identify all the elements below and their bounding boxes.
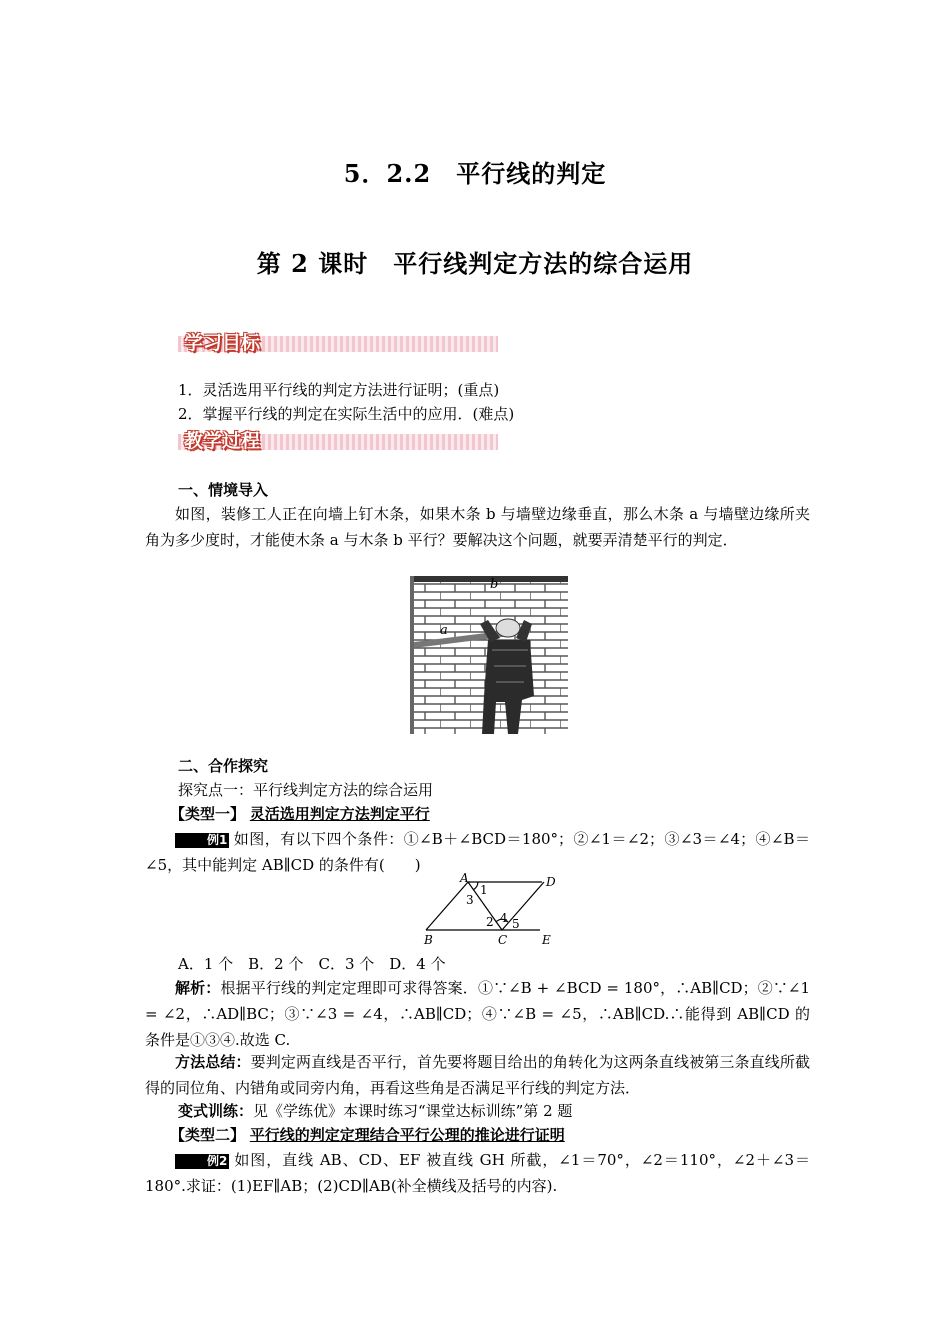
goals-banner-label: 学习目标 <box>184 332 261 354</box>
lesson-title: 第 2 课时 平行线判定方法的综合运用 <box>256 249 694 278</box>
process-banner-label: 教学过程 <box>184 430 261 452</box>
label-C: C <box>498 933 508 947</box>
goal-item: 2．掌握平行线的判定在实际生活中的应用．(难点) <box>178 405 515 423</box>
type2-bracket: 【类型二】 <box>170 1126 246 1144</box>
label-A: A <box>460 872 469 885</box>
example1-badge: 例1 <box>175 833 229 848</box>
part1-heading: 一、情境导入 <box>178 481 269 499</box>
variant-training <box>178 1099 843 1123</box>
example2-badge: 例2 <box>175 1154 229 1169</box>
angle-3: 3 <box>466 893 474 907</box>
example2-text: 如图，直线 AB、CD、EF 被直线 GH 所截，∠1＝70°，∠2＝110°，∠2＋∠3＝180°.求证：(1)EF∥AB；(2)CD∥AB(补全横线及括号的内容). <box>145 1151 810 1195</box>
angle-2: 2 <box>486 915 494 929</box>
type1-bracket: 【类型一】 <box>170 805 246 823</box>
summary <box>145 1049 810 1101</box>
label-D: D <box>546 875 556 889</box>
example2 <box>145 1147 810 1199</box>
geometry-figure <box>420 872 560 948</box>
example1-text: 如图，有以下四个条件：①∠B＋∠BCD＝180°；②∠1＝∠2；③∠3＝∠4；④∠B＝∠5，其中能判定 AB∥CD 的条件有( ) <box>145 830 810 874</box>
summary-label: 方法总结： <box>175 1053 251 1071</box>
part1-text: 如图，装修工人正在向墙上钉木条，如果木条 b 与墙壁边缘垂直，那么木条 a 与墙壁边缘所夹角为多少度时，才能使木条 a 与木条 b 平行？要解决这个问题，就要弄清楚平行的判定． <box>145 505 810 549</box>
angle-4: 4 <box>500 911 508 925</box>
explore-point: 探究点一：平行线判定方法的综合运用 <box>178 781 434 799</box>
process-banner <box>178 428 498 452</box>
part2-heading: 二、合作探究 <box>178 757 269 775</box>
type1-title: 灵活选用判定方法判定平行 <box>249 805 430 823</box>
label-E: E <box>542 933 551 947</box>
goal-item: 1．灵活选用平行线的判定方法进行证明；(重点) <box>178 381 500 399</box>
analysis <box>145 975 810 1053</box>
type1-heading <box>170 802 835 826</box>
label-a: a <box>440 623 448 638</box>
analysis-label: 解析： <box>175 979 221 997</box>
type2-title: 平行线的判定定理结合平行公理的推论进行证明 <box>249 1126 565 1144</box>
angle-5: 5 <box>512 917 520 931</box>
summary-text: 要判定两直线是否平行，首先要将题目给出的角转化为这两条直线被第三条直线所截得的同位角、内错角或同旁内角，再看这些角是否满足平行线的判定方法． <box>145 1053 810 1097</box>
example1 <box>145 826 810 878</box>
type2-heading <box>170 1123 835 1147</box>
analysis-text: 根据平行线的判定定理即可求得答案．①∵∠B + ∠BCD = 180°，∴AB∥CD；②∵∠1 = ∠2，∴AD∥BC；③∵∠3 = ∠4，∴AB∥CD；④∵∠B = ∠5，∴AB∥CD.∴能得到 AB∥CD 的条件是①③④.故选 C. <box>145 979 810 1049</box>
variant-text: 见《学练优》本课时练习“课堂达标训练”第 2 题 <box>253 1102 573 1120</box>
label-B: B <box>424 933 433 947</box>
section-title: 5．2.2 平行线的判定 <box>343 159 607 188</box>
angle-1: 1 <box>480 883 488 897</box>
label-b: b <box>490 577 499 592</box>
goals-banner <box>178 330 498 354</box>
worker-photo <box>410 576 568 734</box>
example1-options: A．1 个 B．2 个 C．3 个 D．4 个 <box>178 955 446 973</box>
variant-label: 变式训练： <box>178 1102 254 1120</box>
